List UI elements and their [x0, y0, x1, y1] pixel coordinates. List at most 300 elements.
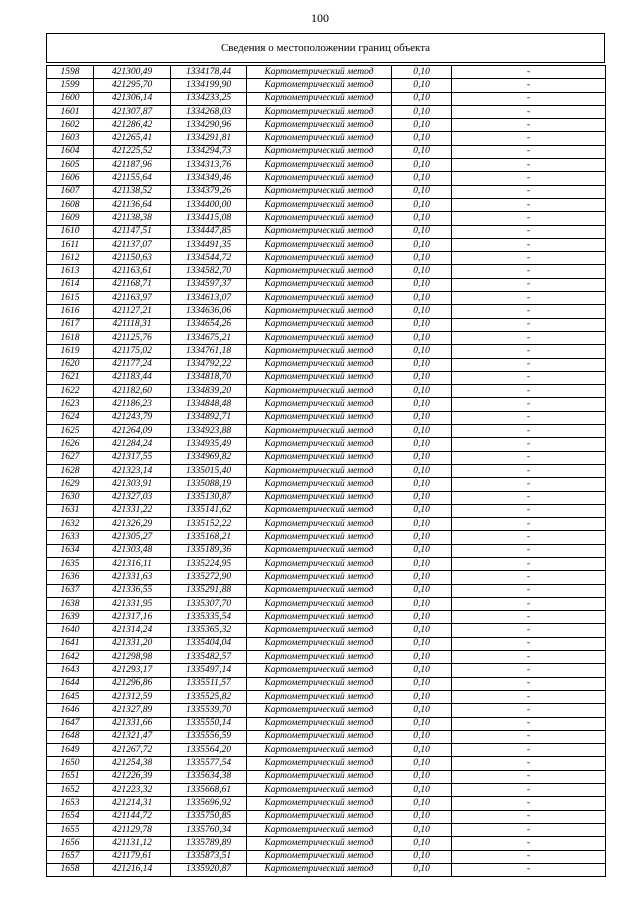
method-cell: Картометрический метод	[247, 438, 392, 451]
x-coordinate-cell: 421136,64	[94, 198, 171, 211]
point-number-cell: 1620	[47, 358, 94, 371]
accuracy-cell: 0,10	[392, 611, 452, 624]
table-row	[47, 79, 606, 92]
note-cell: -	[452, 225, 606, 238]
accuracy-cell: 0,10	[392, 597, 452, 610]
y-coordinate-cell: 1335789,89	[171, 837, 247, 850]
y-coordinate-cell: 1335550,14	[171, 717, 247, 730]
note-cell: -	[452, 664, 606, 677]
note-cell: -	[452, 318, 606, 331]
accuracy-cell: 0,10	[392, 823, 452, 836]
point-number-cell: 1643	[47, 664, 94, 677]
table-row	[47, 159, 606, 172]
y-coordinate-cell: 1335873,51	[171, 850, 247, 863]
method-cell: Картометрический метод	[247, 770, 392, 783]
note-cell: -	[452, 464, 606, 477]
point-number-cell: 1629	[47, 478, 94, 491]
note-cell: -	[452, 132, 606, 145]
method-cell: Картометрический метод	[247, 837, 392, 850]
accuracy-cell: 0,10	[392, 292, 452, 305]
point-number-cell: 1622	[47, 385, 94, 398]
y-coordinate-cell: 1335335,54	[171, 611, 247, 624]
y-coordinate-cell: 1335511,57	[171, 677, 247, 690]
accuracy-cell: 0,10	[392, 225, 452, 238]
method-cell: Картометрический метод	[247, 651, 392, 664]
x-coordinate-cell: 421138,38	[94, 212, 171, 225]
x-coordinate-cell: 421223,32	[94, 784, 171, 797]
point-number-cell: 1617	[47, 318, 94, 331]
table-row	[47, 371, 606, 384]
note-cell: -	[452, 265, 606, 278]
accuracy-cell: 0,10	[392, 358, 452, 371]
point-number-cell: 1656	[47, 837, 94, 850]
table-row	[47, 225, 606, 238]
table-row	[47, 265, 606, 278]
y-coordinate-cell: 1334379,26	[171, 185, 247, 198]
table-row	[47, 198, 606, 211]
point-number-cell: 1658	[47, 863, 94, 876]
table-row	[47, 145, 606, 158]
x-coordinate-cell: 421295,70	[94, 79, 171, 92]
x-coordinate-cell: 421303,48	[94, 544, 171, 557]
y-coordinate-cell: 1335152,22	[171, 518, 247, 531]
x-coordinate-cell: 421187,96	[94, 159, 171, 172]
y-coordinate-cell: 1334290,96	[171, 119, 247, 132]
method-cell: Картометрический метод	[247, 252, 392, 265]
note-cell: -	[452, 624, 606, 637]
accuracy-cell: 0,10	[392, 744, 452, 757]
note-cell: -	[452, 544, 606, 557]
table-row	[47, 717, 606, 730]
method-cell: Картометрический метод	[247, 531, 392, 544]
table-row	[47, 850, 606, 863]
table-row	[47, 704, 606, 717]
y-coordinate-cell: 1334491,35	[171, 238, 247, 251]
table-row	[47, 863, 606, 876]
y-coordinate-cell: 1335920,87	[171, 863, 247, 876]
x-coordinate-cell: 421137,07	[94, 238, 171, 251]
point-number-cell: 1634	[47, 544, 94, 557]
x-coordinate-cell: 421243,79	[94, 411, 171, 424]
note-cell: -	[452, 105, 606, 118]
note-cell: -	[452, 637, 606, 650]
method-cell: Картометрический метод	[247, 823, 392, 836]
method-cell: Картометрический метод	[247, 238, 392, 251]
table-row	[47, 810, 606, 823]
accuracy-cell: 0,10	[392, 252, 452, 265]
x-coordinate-cell: 421175,02	[94, 345, 171, 358]
note-cell: -	[452, 531, 606, 544]
table-row	[47, 544, 606, 557]
table-row	[47, 105, 606, 118]
method-cell: Картометрический метод	[247, 265, 392, 278]
method-cell: Картометрический метод	[247, 717, 392, 730]
method-cell: Картометрический метод	[247, 172, 392, 185]
table-row	[47, 744, 606, 757]
method-cell: Картометрический метод	[247, 863, 392, 876]
method-cell: Картометрический метод	[247, 797, 392, 810]
point-number-cell: 1611	[47, 238, 94, 251]
method-cell: Картометрический метод	[247, 278, 392, 291]
table-row	[47, 677, 606, 690]
y-coordinate-cell: 1335696,92	[171, 797, 247, 810]
method-cell: Картометрический метод	[247, 318, 392, 331]
y-coordinate-cell: 1334597,37	[171, 278, 247, 291]
note-cell: -	[452, 823, 606, 836]
method-cell: Картометрический метод	[247, 504, 392, 517]
point-number-cell: 1612	[47, 252, 94, 265]
point-number-cell: 1605	[47, 159, 94, 172]
point-number-cell: 1606	[47, 172, 94, 185]
x-coordinate-cell: 421129,78	[94, 823, 171, 836]
point-number-cell: 1604	[47, 145, 94, 158]
point-number-cell: 1613	[47, 265, 94, 278]
y-coordinate-cell: 1335750,85	[171, 810, 247, 823]
y-coordinate-cell: 1335577,54	[171, 757, 247, 770]
y-coordinate-cell: 1334544,72	[171, 252, 247, 265]
note-cell: -	[452, 278, 606, 291]
note-cell: -	[452, 504, 606, 517]
point-number-cell: 1640	[47, 624, 94, 637]
note-cell: -	[452, 238, 606, 251]
note-cell: -	[452, 172, 606, 185]
x-coordinate-cell: 421300,49	[94, 66, 171, 79]
point-number-cell: 1654	[47, 810, 94, 823]
accuracy-cell: 0,10	[392, 571, 452, 584]
y-coordinate-cell: 1335497,14	[171, 664, 247, 677]
y-coordinate-cell: 1334636,06	[171, 305, 247, 318]
x-coordinate-cell: 421312,59	[94, 690, 171, 703]
method-cell: Картометрический метод	[247, 145, 392, 158]
y-coordinate-cell: 1334892,71	[171, 411, 247, 424]
method-cell: Картометрический метод	[247, 398, 392, 411]
y-coordinate-cell: 1334923,88	[171, 425, 247, 438]
table-row	[47, 331, 606, 344]
accuracy-cell: 0,10	[392, 398, 452, 411]
note-cell: -	[452, 770, 606, 783]
method-cell: Картометрический метод	[247, 664, 392, 677]
point-number-cell: 1600	[47, 92, 94, 105]
accuracy-cell: 0,10	[392, 92, 452, 105]
method-cell: Картометрический метод	[247, 810, 392, 823]
table-row	[47, 797, 606, 810]
note-cell: -	[452, 145, 606, 158]
point-number-cell: 1644	[47, 677, 94, 690]
accuracy-cell: 0,10	[392, 531, 452, 544]
point-number-cell: 1630	[47, 491, 94, 504]
accuracy-cell: 0,10	[392, 79, 452, 92]
accuracy-cell: 0,10	[392, 331, 452, 344]
method-cell: Картометрический метод	[247, 425, 392, 438]
method-cell: Картометрический метод	[247, 92, 392, 105]
point-number-cell: 1601	[47, 105, 94, 118]
table-row	[47, 518, 606, 531]
note-cell: -	[452, 850, 606, 863]
table-row	[47, 823, 606, 836]
x-coordinate-cell: 421331,63	[94, 571, 171, 584]
y-coordinate-cell: 1334313,76	[171, 159, 247, 172]
table-row	[47, 292, 606, 305]
note-cell: -	[452, 345, 606, 358]
table-row	[47, 411, 606, 424]
method-cell: Картометрический метод	[247, 744, 392, 757]
table-row	[47, 398, 606, 411]
x-coordinate-cell: 421226,39	[94, 770, 171, 783]
point-number-cell: 1641	[47, 637, 94, 650]
y-coordinate-cell: 1334935,49	[171, 438, 247, 451]
table-row	[47, 584, 606, 597]
point-number-cell: 1649	[47, 744, 94, 757]
table-row	[47, 637, 606, 650]
note-cell: -	[452, 784, 606, 797]
y-coordinate-cell: 1334199,90	[171, 79, 247, 92]
y-coordinate-cell: 1335404,04	[171, 637, 247, 650]
method-cell: Картометрический метод	[247, 119, 392, 132]
accuracy-cell: 0,10	[392, 159, 452, 172]
point-number-cell: 1598	[47, 66, 94, 79]
x-coordinate-cell: 421168,71	[94, 278, 171, 291]
method-cell: Картометрический метод	[247, 730, 392, 743]
x-coordinate-cell: 421331,20	[94, 637, 171, 650]
method-cell: Картометрический метод	[247, 677, 392, 690]
method-cell: Картометрический метод	[247, 159, 392, 172]
x-coordinate-cell: 421155,64	[94, 172, 171, 185]
method-cell: Картометрический метод	[247, 225, 392, 238]
table-row	[47, 571, 606, 584]
accuracy-cell: 0,10	[392, 278, 452, 291]
method-cell: Картометрический метод	[247, 571, 392, 584]
y-coordinate-cell: 1334613,07	[171, 292, 247, 305]
y-coordinate-cell: 1334268,03	[171, 105, 247, 118]
x-coordinate-cell: 421286,42	[94, 119, 171, 132]
method-cell: Картометрический метод	[247, 464, 392, 477]
accuracy-cell: 0,10	[392, 132, 452, 145]
y-coordinate-cell: 1335365,32	[171, 624, 247, 637]
accuracy-cell: 0,10	[392, 704, 452, 717]
method-cell: Картометрический метод	[247, 385, 392, 398]
y-coordinate-cell: 1334291,81	[171, 132, 247, 145]
x-coordinate-cell: 421125,76	[94, 331, 171, 344]
x-coordinate-cell: 421225,52	[94, 145, 171, 158]
method-cell: Картометрический метод	[247, 105, 392, 118]
accuracy-cell: 0,10	[392, 105, 452, 118]
accuracy-cell: 0,10	[392, 518, 452, 531]
note-cell: -	[452, 198, 606, 211]
x-coordinate-cell: 421298,98	[94, 651, 171, 664]
x-coordinate-cell: 421316,11	[94, 557, 171, 570]
note-cell: -	[452, 611, 606, 624]
table-row	[47, 730, 606, 743]
method-cell: Картометрический метод	[247, 358, 392, 371]
x-coordinate-cell: 421182,60	[94, 385, 171, 398]
accuracy-cell: 0,10	[392, 797, 452, 810]
x-coordinate-cell: 421305,27	[94, 531, 171, 544]
table-row	[47, 757, 606, 770]
x-coordinate-cell: 421254,38	[94, 757, 171, 770]
table-row	[47, 345, 606, 358]
table-row	[47, 784, 606, 797]
point-number-cell: 1610	[47, 225, 94, 238]
table-row	[47, 119, 606, 132]
accuracy-cell: 0,10	[392, 770, 452, 783]
note-cell: -	[452, 411, 606, 424]
x-coordinate-cell: 421264,09	[94, 425, 171, 438]
method-cell: Картометрический метод	[247, 212, 392, 225]
note-cell: -	[452, 717, 606, 730]
x-coordinate-cell: 421331,66	[94, 717, 171, 730]
x-coordinate-cell: 421307,87	[94, 105, 171, 118]
note-cell: -	[452, 79, 606, 92]
note-cell: -	[452, 797, 606, 810]
x-coordinate-cell: 421118,31	[94, 318, 171, 331]
x-coordinate-cell: 421163,97	[94, 292, 171, 305]
y-coordinate-cell: 1335564,20	[171, 744, 247, 757]
point-number-cell: 1635	[47, 557, 94, 570]
table-row	[47, 557, 606, 570]
point-number-cell: 1655	[47, 823, 94, 836]
table-row	[47, 651, 606, 664]
method-cell: Картометрический метод	[247, 637, 392, 650]
y-coordinate-cell: 1335141,62	[171, 504, 247, 517]
x-coordinate-cell: 421314,24	[94, 624, 171, 637]
method-cell: Картометрический метод	[247, 757, 392, 770]
point-number-cell: 1624	[47, 411, 94, 424]
accuracy-cell: 0,10	[392, 690, 452, 703]
y-coordinate-cell: 1335088,19	[171, 478, 247, 491]
note-cell: -	[452, 398, 606, 411]
point-number-cell: 1631	[47, 504, 94, 517]
table-row	[47, 504, 606, 517]
table-row	[47, 66, 606, 79]
method-cell: Картометрический метод	[247, 79, 392, 92]
x-coordinate-cell: 421284,24	[94, 438, 171, 451]
table-row	[47, 770, 606, 783]
table-row	[47, 491, 606, 504]
y-coordinate-cell: 1335307,70	[171, 597, 247, 610]
x-coordinate-cell: 421317,55	[94, 451, 171, 464]
accuracy-cell: 0,10	[392, 385, 452, 398]
accuracy-cell: 0,10	[392, 837, 452, 850]
method-cell: Картометрический метод	[247, 411, 392, 424]
y-coordinate-cell: 1335168,21	[171, 531, 247, 544]
point-number-cell: 1621	[47, 371, 94, 384]
x-coordinate-cell: 421214,31	[94, 797, 171, 810]
note-cell: -	[452, 597, 606, 610]
method-cell: Картометрический метод	[247, 597, 392, 610]
accuracy-cell: 0,10	[392, 863, 452, 876]
accuracy-cell: 0,10	[392, 677, 452, 690]
table-row	[47, 611, 606, 624]
method-cell: Картометрический метод	[247, 345, 392, 358]
y-coordinate-cell: 1335556,59	[171, 730, 247, 743]
accuracy-cell: 0,10	[392, 637, 452, 650]
table-row	[47, 238, 606, 251]
point-number-cell: 1599	[47, 79, 94, 92]
table-row	[47, 438, 606, 451]
x-coordinate-cell: 421138,52	[94, 185, 171, 198]
x-coordinate-cell: 421186,23	[94, 398, 171, 411]
method-cell: Картометрический метод	[247, 690, 392, 703]
method-cell: Картометрический метод	[247, 557, 392, 570]
y-coordinate-cell: 1334969,82	[171, 451, 247, 464]
note-cell: -	[452, 491, 606, 504]
x-coordinate-cell: 421216,14	[94, 863, 171, 876]
y-coordinate-cell: 1335272,90	[171, 571, 247, 584]
note-cell: -	[452, 584, 606, 597]
point-number-cell: 1657	[47, 850, 94, 863]
point-number-cell: 1619	[47, 345, 94, 358]
point-number-cell: 1639	[47, 611, 94, 624]
y-coordinate-cell: 1334848,48	[171, 398, 247, 411]
x-coordinate-cell: 421326,29	[94, 518, 171, 531]
accuracy-cell: 0,10	[392, 145, 452, 158]
y-coordinate-cell: 1334233,25	[171, 92, 247, 105]
x-coordinate-cell: 421321,47	[94, 730, 171, 743]
note-cell: -	[452, 331, 606, 344]
accuracy-cell: 0,10	[392, 557, 452, 570]
accuracy-cell: 0,10	[392, 757, 452, 770]
point-number-cell: 1626	[47, 438, 94, 451]
method-cell: Картометрический метод	[247, 544, 392, 557]
accuracy-cell: 0,10	[392, 425, 452, 438]
table-row	[47, 597, 606, 610]
note-cell: -	[452, 810, 606, 823]
note-cell: -	[452, 704, 606, 717]
x-coordinate-cell: 421303,91	[94, 478, 171, 491]
x-coordinate-cell: 421331,22	[94, 504, 171, 517]
point-number-cell: 1637	[47, 584, 94, 597]
accuracy-cell: 0,10	[392, 212, 452, 225]
point-number-cell: 1633	[47, 531, 94, 544]
x-coordinate-cell: 421147,51	[94, 225, 171, 238]
accuracy-cell: 0,10	[392, 664, 452, 677]
x-coordinate-cell: 421179,61	[94, 850, 171, 863]
table-row	[47, 92, 606, 105]
method-cell: Картометрический метод	[247, 331, 392, 344]
point-number-cell: 1647	[47, 717, 94, 730]
y-coordinate-cell: 1334654,26	[171, 318, 247, 331]
point-number-cell: 1651	[47, 770, 94, 783]
x-coordinate-cell: 421265,41	[94, 132, 171, 145]
point-number-cell: 1648	[47, 730, 94, 743]
note-cell: -	[452, 730, 606, 743]
coordinates-table	[46, 65, 606, 877]
method-cell: Картометрический метод	[247, 198, 392, 211]
y-coordinate-cell: 1335015,40	[171, 464, 247, 477]
point-number-cell: 1602	[47, 119, 94, 132]
note-cell: -	[452, 292, 606, 305]
accuracy-cell: 0,10	[392, 305, 452, 318]
point-number-cell: 1628	[47, 464, 94, 477]
x-coordinate-cell: 421327,89	[94, 704, 171, 717]
accuracy-cell: 0,10	[392, 66, 452, 79]
table-row	[47, 624, 606, 637]
y-coordinate-cell: 1334349,46	[171, 172, 247, 185]
note-cell: -	[452, 677, 606, 690]
y-coordinate-cell: 1334400,00	[171, 198, 247, 211]
y-coordinate-cell: 1335130,87	[171, 491, 247, 504]
method-cell: Картометрический метод	[247, 611, 392, 624]
point-number-cell: 1645	[47, 690, 94, 703]
method-cell: Картометрический метод	[247, 292, 392, 305]
accuracy-cell: 0,10	[392, 411, 452, 424]
x-coordinate-cell: 421317,16	[94, 611, 171, 624]
x-coordinate-cell: 421150,63	[94, 252, 171, 265]
method-cell: Картометрический метод	[247, 305, 392, 318]
accuracy-cell: 0,10	[392, 624, 452, 637]
accuracy-cell: 0,10	[392, 198, 452, 211]
x-coordinate-cell: 421331,95	[94, 597, 171, 610]
